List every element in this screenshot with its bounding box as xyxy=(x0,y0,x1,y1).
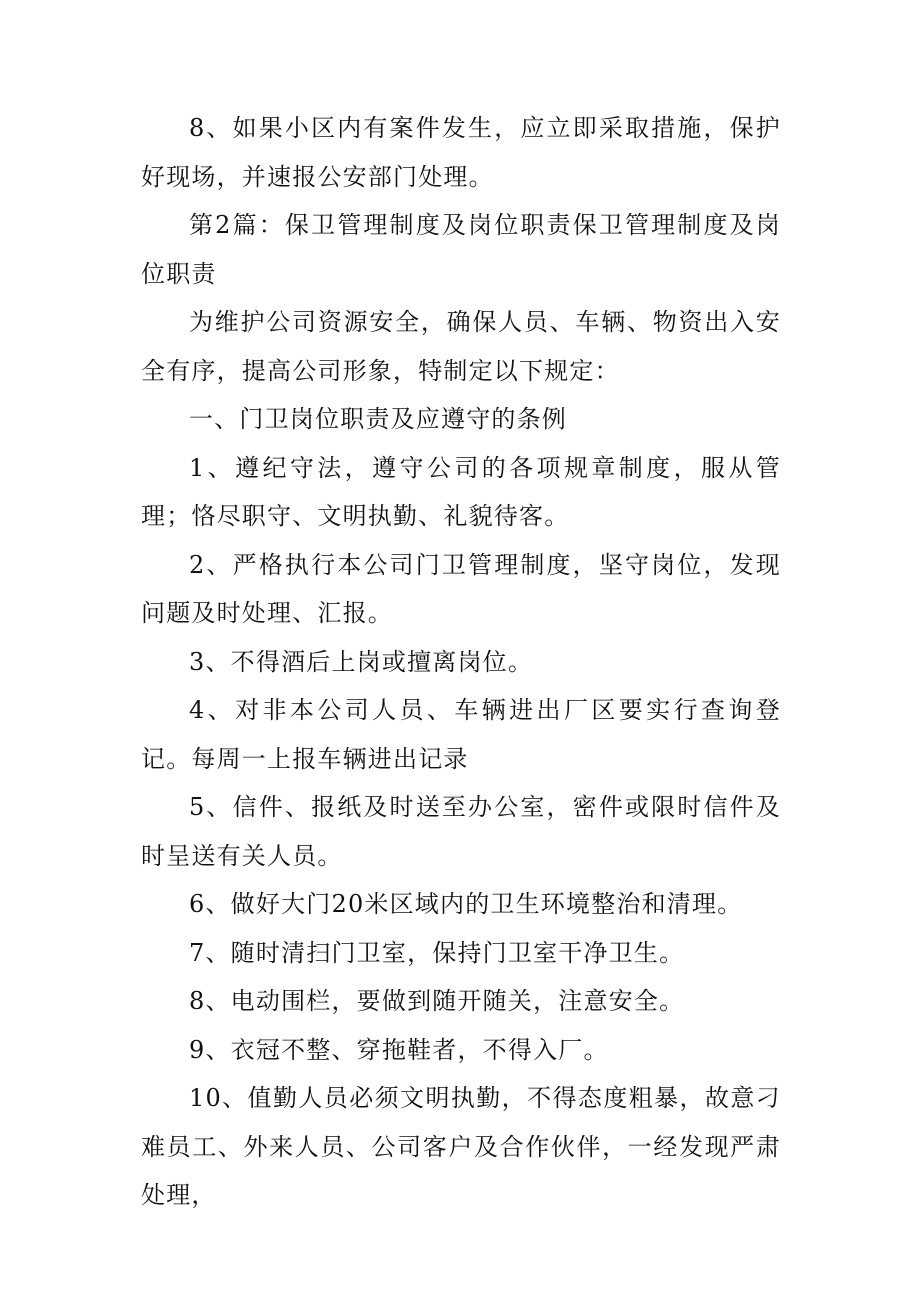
rule-item-8: 8、电动围栏，要做到随开随关，注意安全。 xyxy=(189,987,685,1015)
rule-item-7: 7、随时清扫门卫室，保持门卫室干净卫生。 xyxy=(189,938,685,967)
rule-item-9: 9、衣冠不整、穿拖鞋者，不得入厂。 xyxy=(189,1035,609,1064)
rule-item-1: 1、遵纪守法，遵守公司的各项规章制度，服从管理；恪尽职守、文明执勤、礼貌待客。 xyxy=(141,453,781,530)
paragraph-item-8-case-handling: 8、如果小区内有案件发生，应立即采取措施，保护好现场，并速报公安部门处理。 xyxy=(141,114,781,191)
rule-item-10: 10、值勤人员必须文明执勤，不得态度粗暴，故意刁难员工、外来人员、公司客户及合作伙伴，一经发现严肃处理， xyxy=(141,1084,781,1209)
rule-item-6: 6、做好大门20米区域内的卫生环境整治和清理。 xyxy=(189,890,743,918)
rule-item-2: 2、严格执行本公司门卫管理制度，坚守岗位，发现问题及时处理、汇报。 xyxy=(141,550,781,627)
rule-item-4: 4、对非本公司人员、车辆进出厂区要实行查询登记。每周一上报车辆进出记录 xyxy=(141,696,781,773)
rule-item-5: 5、信件、报纸及时送至办公室，密件或限时信件及时呈送有关人员。 xyxy=(141,793,781,870)
section-heading-part-2: 第2篇：保卫管理制度及岗位职责保卫管理制度及岗位职责 xyxy=(141,211,781,288)
subsection-heading-gatekeeper-duties: 一、门卫岗位职责及应遵守的条例 xyxy=(189,405,567,433)
document-body xyxy=(141,104,781,1220)
rule-item-3: 3、不得酒后上岗或擅离岗位。 xyxy=(189,647,534,676)
intro-paragraph: 为维护公司资源安全，确保人员、车辆、物资出入安全有序，提高公司形象，特制定以下规定： xyxy=(141,308,781,385)
